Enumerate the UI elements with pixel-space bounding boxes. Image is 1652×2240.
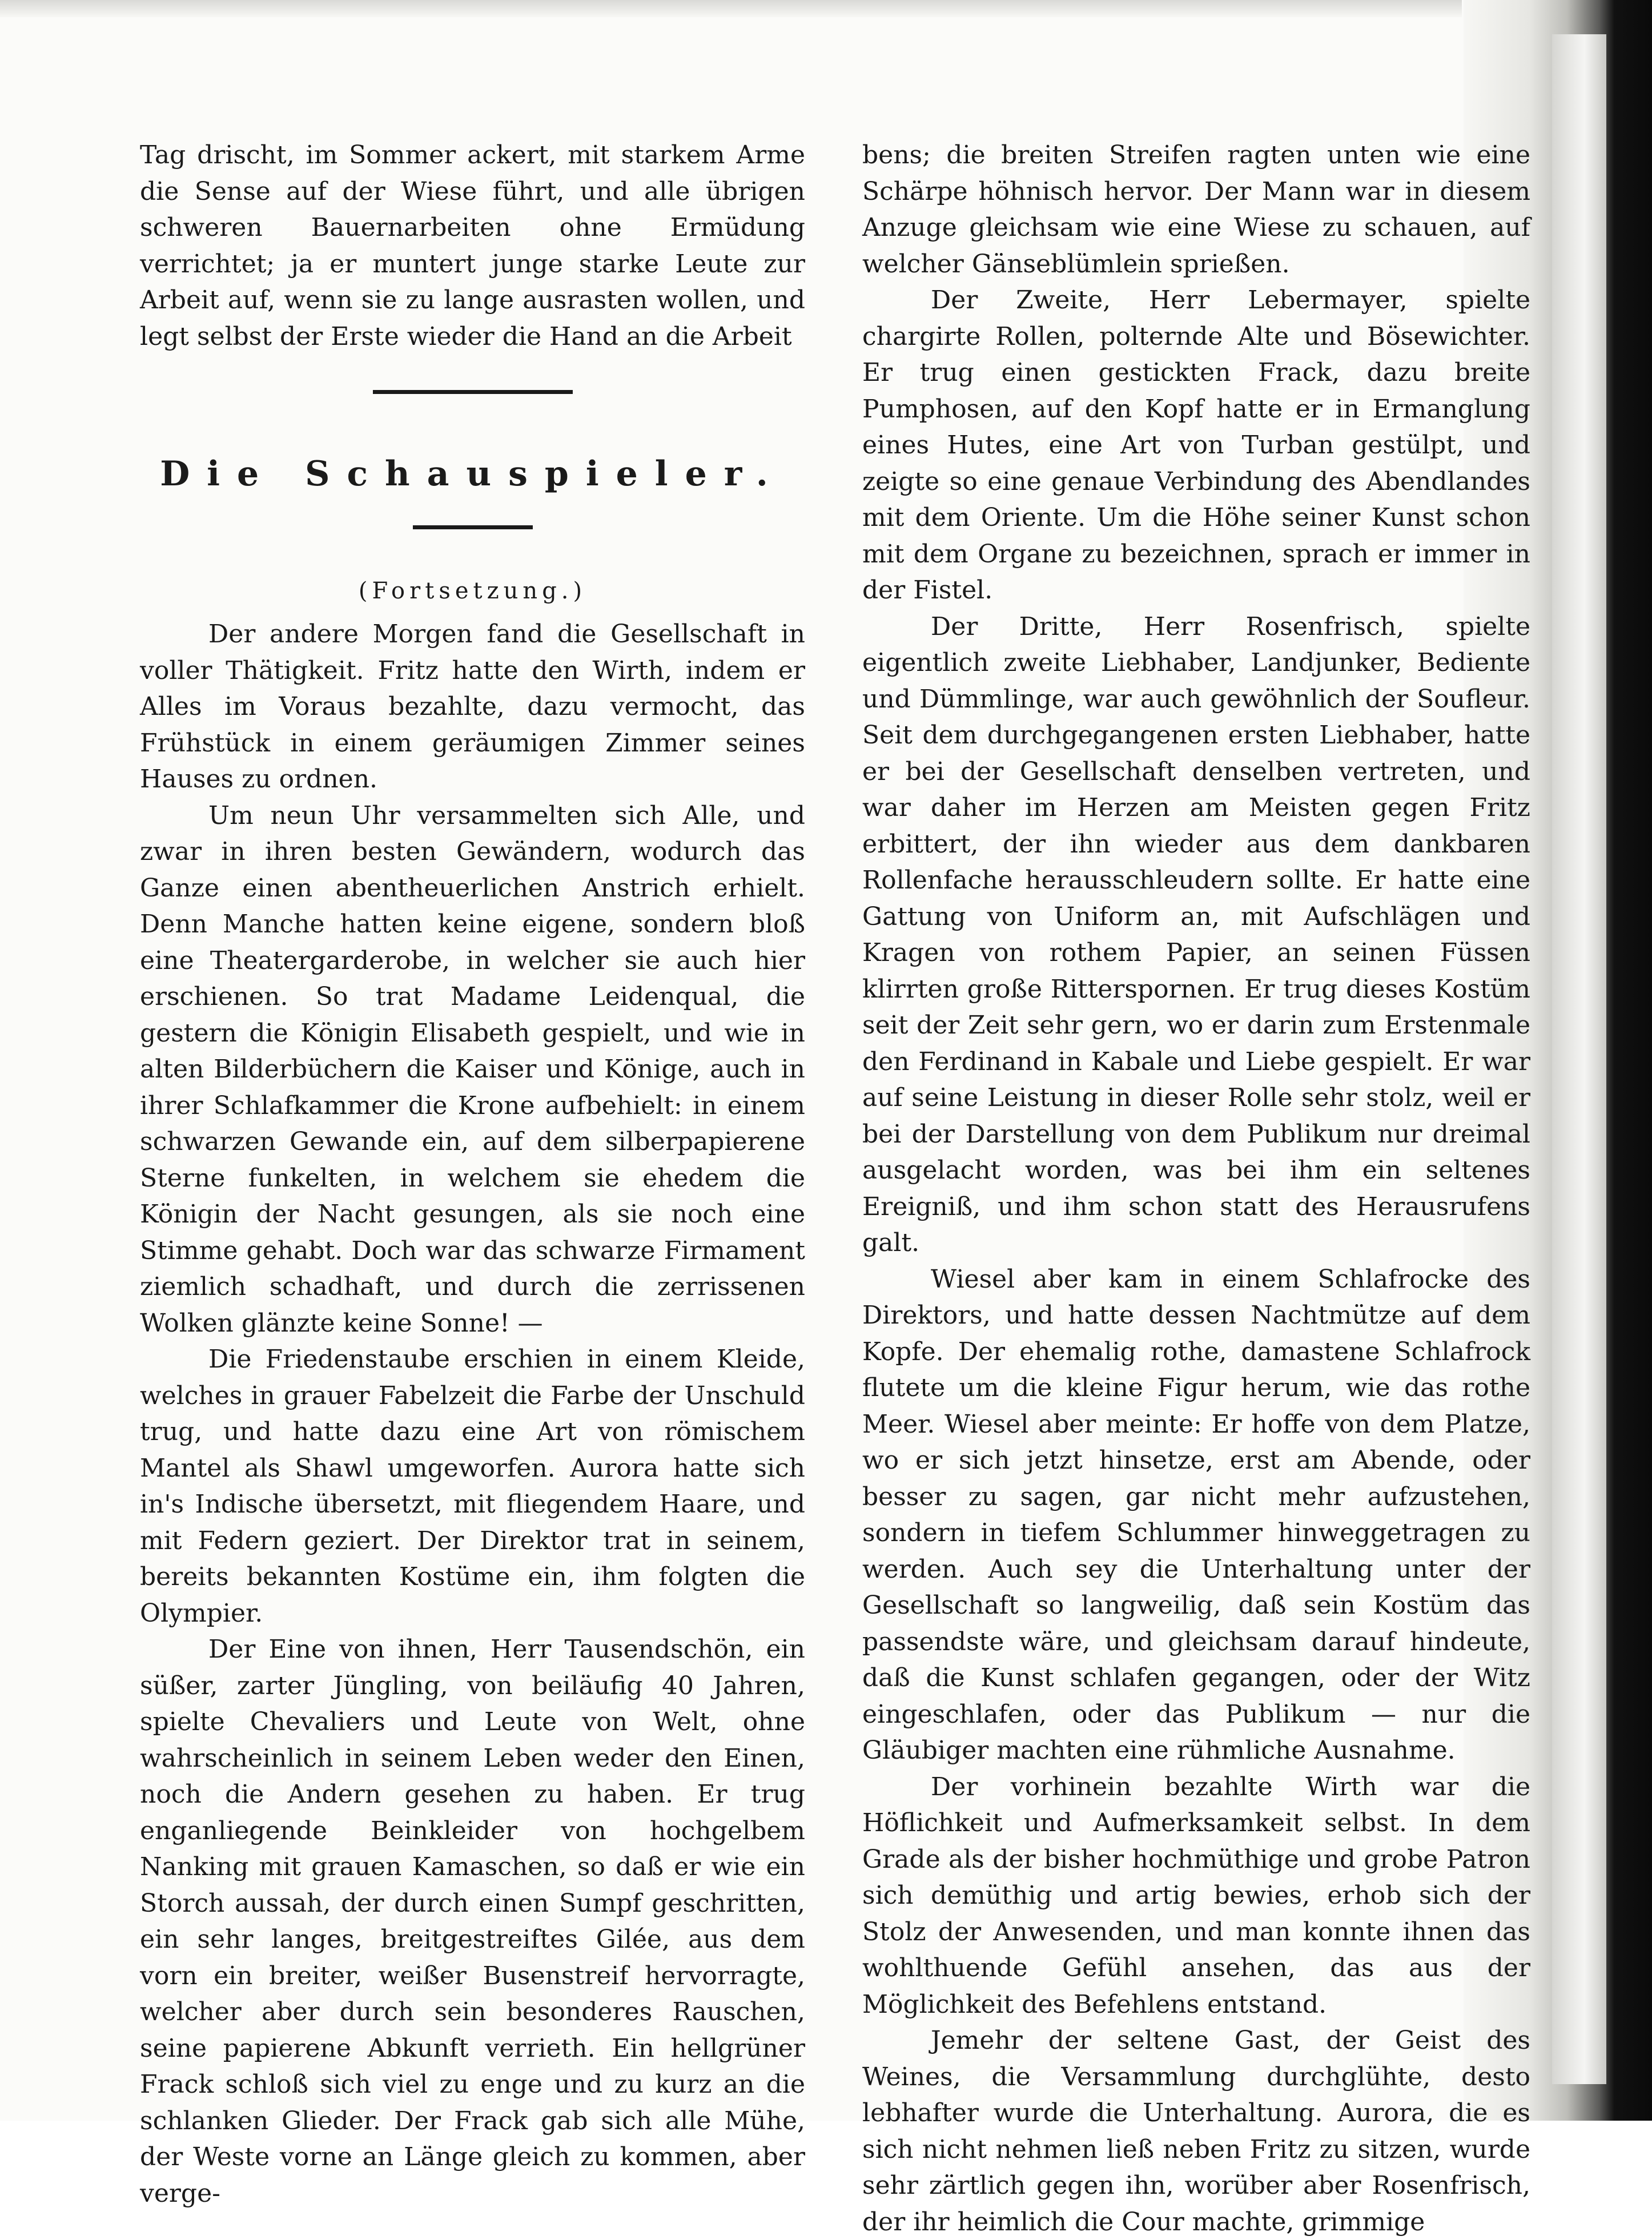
paragraph: Der Zweite, Herr Lebermayer, spielte chargirte Rollen, polternde Alte und Bösewichter. Er trug einen gestickten Frack, dazu breite Pumphosen, auf den Kopf hatte er in Ermanglung eines Hutes, eine Art von Turban gestülpt, und zeigte so eine genaue Verbindung des Abendlandes mit dem Oriente. Um die Höhe seiner Kunst schon mit dem Organe zu bezeichnen, sprach er immer in der Fistel. — [862, 285, 1530, 605]
paragraph: Um neun Uhr versammelten sich Alle, und zwar in ihren besten Gewändern, wodurch das Ganze einen abentheuerlichen Anstrich erhielt. Denn Manche hatten keine eigene, sondern bloß eine Theatergarderobe, in welcher sie auch hier erschienen. So trat Madame Leidenqual, die gestern die Königin Elisabeth gespielt, und wie in alten Bilderbüchern die Kaiser und Könige, auch in ihrer Schlafkammer die Krone aufbehielt: in einem schwarzen Gewande ein, auf dem silberpapierene Sterne funkelten, in welchem sie ehedem die Königin der Nacht gesungen, als sie noch eine Stimme gehabt. Doch war das schwarze Firmament ziemlich schadhaft, und durch die zerrissenen Wolken glänzte keine Sonne! — — [140, 801, 805, 1338]
intro-paragraph: Tag drischt, im Sommer ackert, mit starkem Arme die Sense auf der Wiese führt, und alle übrigen schweren Bauernarbeiten ohne Ermüdung verrichtet; ja er muntert junge starke Leute zur Arbeit auf, wenn sie zu lange ausrasten wollen, und legt selbst der Erste wieder die Hand an die Arbeit — [140, 140, 805, 351]
paragraph: Der andere Morgen fand die Gesellschaft in voller Thätigkeit. Fritz hatte den Wirth, indem er Alles im Voraus bezahlte, dazu vermocht, das Frühstück in einem geräumigen Zimmer seines Hauses zu ordnen. — [140, 620, 805, 794]
adjacent-page-edge — [1552, 34, 1606, 2084]
left-column — [140, 137, 805, 2211]
paragraph: Wiesel aber kam in einem Schlafrocke des Direktors, und hatte dessen Nachtmütze auf dem Kopfe. Der ehemalig rothe, damastene Schlafrock flutete um die kleine Figur herum, wie das rothe Meer. Wiesel aber meinte: Er hoffe von dem Platze, wo er sich jetzt hinsetze, erst am Abende, oder besser zu sagen, gar nicht mehr aufzustehen, sondern in tiefem Schlummer hinweggetragen zu werden. Auch sey die Unterhaltung unter der Gesellschaft so langweilig, daß sein Kostüm das passendste wäre, und gleichsam darauf hindeute, daß die Kunst schlafen gegangen, oder der Witz eingeschlafen, oder das Publikum — nur die Gläubiger machten eine rühmliche Ausnahme. — [862, 1264, 1530, 1765]
section-divider-long — [373, 390, 573, 394]
paragraph: Jemehr der seltene Gast, der Geist des Weines, die Versammlung durchglühte, desto lebhafter wurde die Unterhaltung. Aurora, die es sich nicht nehmen ließ neben Fritz zu sitzen, wurde sehr zärtlich gegen ihn, worüber aber Rosenfrisch, der ihr heimlich die Cour machte, grimmige — [862, 2026, 1530, 2237]
right-column — [862, 137, 1530, 2240]
page-top-edge — [0, 0, 1462, 17]
section-divider-short — [413, 525, 533, 529]
paragraph: Der vorhinein bezahlte Wirth war die Höflichkeit und Aufmerksamkeit selbst. In dem Grade als der bisher hochmüthige und grobe Patron sich demüthig und artig bewies, erhob sich der Stolz der Anwesenden, und man konnte ihnen das wohlthuende Gefühl ansehen, das aus der Möglichkeit des Befehlens entstand. — [862, 1772, 1530, 2019]
section-subtitle: (Fortsetzung.) — [358, 578, 587, 604]
paragraph: Der Eine von ihnen, Herr Tausendschön, ein süßer, zarter Jüngling, von beiläufig 40 Jahren, spielte Chevaliers und Leute von Welt, ohne wahrscheinlich in seinem Leben weder den Einen, noch die Andern gesehen zu haben. Er trug enganliegende Beinkleider von hochgelbem Nanking mit grauen Kamaschen, so daß er wie ein Storch aussah, der durch einen Sumpf geschritten, ein sehr langes, breitgestreiftes Gilée, aus dem vorn ein breiter, weißer Busenstreif hervorragte, welcher aber durch sein besonderes Rauschen, seine papierene Abkunft verrieth. Ein hellgrüner Frack schloß sich viel zu enge und zu kurz an die schlanken Glieder. Der Frack gab sich alle Mühe, der Weste vorne an Länge gleich zu kommen, aber verge- — [140, 1635, 805, 2208]
paragraph: Die Friedenstaube erschien in einem Kleide, welches in grauer Fabelzeit die Farbe der Unschuld trug, und hatte dazu eine Art von römischem Mantel als Shawl umgeworfen. Aurora hatte sich in's Indische übersetzt, mit fliegendem Haare, und mit Federn geziert. Der Direktor trat in seinem, bereits bekannten Kostüme ein, ihm folgten die Olympier. — [140, 1345, 805, 1628]
section-title: Die Schauspieler. — [160, 454, 785, 494]
paragraph: bens; die breiten Streifen ragten unten wie eine Schärpe höhnisch hervor. Der Mann war in diesem Anzuge gleichsam wie eine Wiese zu schauen, auf welcher Gänseblümlein sprießen. — [862, 140, 1530, 279]
paragraph: Der Dritte, Herr Rosenfrisch, spielte eigentlich zweite Liebhaber, Landjunker, Bediente und Dümmlinge, war auch gewöhnlich der Soufleur. Seit dem durchgegangenen ersten Liebhaber, hatte er bei der Gesellschaft denselben vertreten, und war daher im Herzen am Meisten gegen Fritz erbittert, der ihn wieder aus dem dankbaren Rollenfache herausschleudern sollte. Er hatte eine Gattung von Uniform an, mit Aufschlägen und Kragen von rothem Papier, an seinen Füssen klirrten große Ritterspornen. Er trug dieses Kostüm seit der Zeit sehr gern, wo er darin zum Erstenmale den Ferdinand in Kabale und Liebe gespielt. Er war auf seine Leistung in dieser Rolle sehr stolz, weil er bei der Darstellung von dem Publikum nur dreimal ausgelacht worden, was bei ihm ein seltenes Ereigniß, und ihm schon statt des Herausrufens galt. — [862, 612, 1530, 1257]
